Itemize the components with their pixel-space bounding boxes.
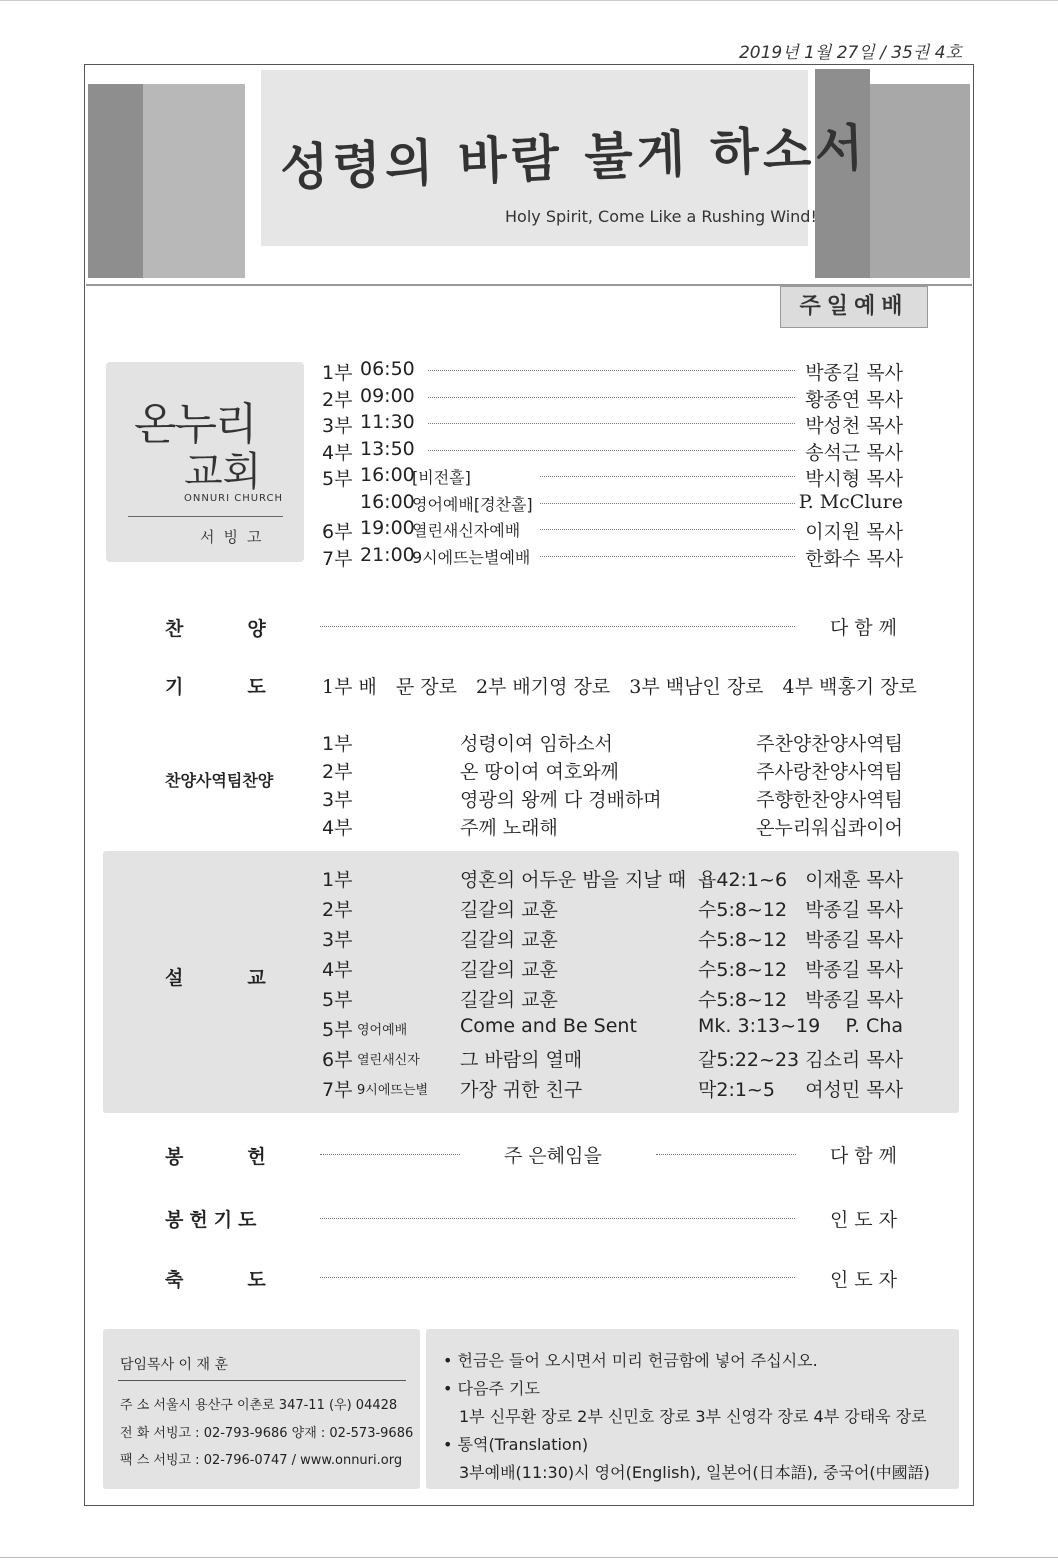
praise-label-text: 찬양: [165, 618, 330, 640]
sermon-sub: 9시에뜨는별: [357, 1083, 429, 1098]
service-leader: 한화수 목사: [805, 547, 903, 570]
notice-text: 통역(Translation): [457, 1435, 589, 1454]
service-time: 06:50: [360, 358, 415, 380]
leader-dots: [320, 626, 795, 627]
leader-dots: [540, 476, 795, 477]
notice-text: 다음주 기도: [457, 1379, 540, 1398]
tab-sunday-worship: 주일예배: [780, 286, 928, 328]
branch-name: 서빙고: [200, 528, 271, 546]
notice-text: 1부 신무환 장로 2부 신민호 장로 3부 신영각 장로 4부 강태욱 장로: [459, 1407, 927, 1426]
team-part: 1부: [322, 733, 353, 755]
service-part: 7부: [322, 547, 353, 570]
logo-english: ONNURI CHURCH: [184, 493, 284, 504]
sermon-preacher: 이재훈 목사: [805, 869, 903, 891]
team-song: 주께 노래해: [460, 817, 558, 839]
service-time: 19:00: [360, 517, 415, 539]
team-song: 영광의 왕께 다 경배하며: [460, 789, 662, 811]
service-time: 11:30: [360, 411, 415, 433]
service-part: 3부: [322, 415, 353, 437]
service-note: [비전홀]: [412, 468, 471, 487]
praise-value: 다함께: [829, 617, 903, 639]
service-note: 영어예배[경찬홀]: [412, 494, 533, 514]
notice-text: 3부예배(11:30)시 영어(English), 일본어(日本語), 중국어(中國語): [459, 1463, 930, 1482]
service-leader: 황종연 목사: [805, 388, 903, 411]
notice-item: • 다음주 기도: [443, 1379, 540, 1398]
service-part: 4부: [322, 441, 353, 464]
team-name: 주찬양찬양사역팀: [756, 733, 903, 755]
prayer-label-text: 기도: [165, 676, 330, 698]
praise-label: [165, 614, 330, 641]
team-song: 온 땅이여 여호와께: [460, 761, 619, 783]
sermon-part: 1부: [322, 869, 353, 891]
banner-block: [88, 84, 143, 278]
sermon-preacher: 박종길 목사: [805, 929, 903, 951]
notice-text: 헌금은 들어 오시면서 미리 헌금함에 넣어 주십시오.: [457, 1351, 818, 1370]
sermon-verse: 욥42:1~6: [698, 869, 788, 891]
leader-dots: [656, 1154, 796, 1155]
sermon-part: 4부: [322, 959, 353, 981]
divider: [128, 516, 283, 517]
sermon-title: 길갈의 교훈: [460, 899, 558, 921]
sermon-sub: 열린새신자: [357, 1053, 420, 1068]
service-part: 6부: [322, 521, 353, 543]
team-praise-label: 찬양사역팀찬양: [165, 771, 274, 790]
notice-item: • 통역(Translation): [443, 1435, 589, 1454]
sermon-preacher: 여성민 목사: [805, 1079, 903, 1101]
service-time: 21:00: [360, 543, 415, 566]
benediction-label-text: 축도: [165, 1269, 330, 1291]
sermon-title: 길갈의 교훈: [460, 929, 558, 951]
team-name: 주사랑찬양사역팀: [756, 761, 903, 783]
bulletin-subtitle: Holy Spirit, Come Like a Rushing Wind!: [505, 207, 817, 226]
sermon-title: 길갈의 교훈: [460, 989, 558, 1011]
leader-dots: [428, 450, 795, 451]
sermon-part: 5부: [322, 989, 353, 1011]
offering-label: [165, 1142, 330, 1169]
divider: [118, 1380, 406, 1381]
sermon-verse: 수5:8~12: [698, 929, 788, 951]
notice-item: • 헌금은 들어 오시면서 미리 헌금함에 넣어 주십시오.: [443, 1351, 818, 1370]
service-part: 5부: [322, 468, 353, 490]
service-leader: P. McClure: [798, 490, 903, 513]
service-time: 16:00: [360, 464, 415, 486]
team-name: 주향한찬양사역팀: [756, 789, 903, 811]
issue-date: 2019년 1월 27일 / 35권 4호: [738, 43, 962, 63]
sermon-verse: 갈5:22~23: [698, 1049, 800, 1071]
sermon-title: Come and Be Sent: [460, 1015, 637, 1037]
sermon-verse: 수5:8~12: [698, 989, 788, 1011]
bottom-rule: [0, 1557, 1058, 1558]
service-leader: 이지원 목사: [805, 521, 903, 543]
leader-dots: [320, 1218, 795, 1219]
phone: 전 화 서빙고 : 02-793-9686 양재 : 02-573-9686: [120, 1426, 414, 1441]
sermon-preacher: 김소리 목사: [805, 1049, 903, 1071]
service-leader: 박종길 목사: [805, 362, 903, 384]
fax-website: 팩 스 서빙고 : 02-796-0747 / www.onnuri.org: [120, 1453, 403, 1468]
sermon-sub: 영어예배: [357, 1023, 408, 1038]
offering-value: 다함께: [829, 1145, 903, 1167]
leader-dots: [540, 529, 795, 530]
top-rule: [0, 0, 1058, 1]
leader-dots: [320, 1154, 460, 1155]
logo-text: 교회: [184, 449, 262, 495]
sermon-verse: 수5:8~12: [698, 899, 788, 921]
service-leader: 박시형 목사: [805, 468, 903, 490]
logo-text: 온누리: [134, 399, 256, 450]
sermon-label-text: 설교: [165, 967, 330, 989]
sermon-preacher: 박종길 목사: [805, 899, 903, 921]
service-note: 열린새신자예배: [412, 521, 521, 540]
service-time: 13:50: [360, 437, 415, 460]
leader-dots: [540, 503, 795, 504]
service-note: 9시에뜨는별예배: [412, 547, 531, 567]
address: 주 소 서울시 용산구 이촌로 347-11 (우) 04428: [120, 1398, 398, 1413]
service-part: 2부: [322, 388, 353, 411]
leader-dots: [428, 423, 795, 424]
senior-pastor: 담임목사 이 재 훈: [120, 1357, 229, 1373]
service-leader: 송석근 목사: [805, 441, 903, 464]
service-time: 16:00: [360, 490, 415, 513]
sermon-verse: Mk. 3:13~19: [698, 1015, 821, 1037]
team-part: 2부: [322, 761, 353, 783]
team-part: 3부: [322, 789, 353, 811]
sermon-preacher: P. Cha: [845, 1015, 903, 1037]
sermon-title: 가장 귀한 친구: [460, 1079, 583, 1101]
leader-dots: [540, 556, 795, 557]
banner-block: [143, 84, 245, 278]
sermon-verse: 막2:1~5: [698, 1079, 775, 1101]
service-time: 09:00: [360, 384, 415, 407]
sermon-title: 그 바람의 열매: [460, 1049, 583, 1071]
team-song: 성령이여 임하소서: [460, 733, 613, 755]
sermon-preacher: 박종길 목사: [805, 959, 903, 981]
banner-block: [870, 84, 970, 278]
prayer-label: [165, 672, 330, 699]
sermon-part: 6부: [322, 1049, 353, 1071]
sermon-part: 5부: [322, 1019, 353, 1041]
sermon-title: 길갈의 교훈: [460, 959, 558, 981]
leader-dots: [428, 370, 795, 371]
offering-prayer-value: 인도자: [829, 1209, 903, 1231]
bulletin-title: 성령의 바람 불게 하소서: [279, 117, 869, 198]
sermon-part: 7부: [322, 1079, 353, 1101]
offering-hymn: 주 은혜임을: [504, 1145, 602, 1167]
sermon-title: 영혼의 어두운 밤을 지날 때: [460, 869, 687, 891]
offering-label-text: 봉헌: [165, 1146, 330, 1168]
sermon-label: [165, 963, 330, 990]
service-leader: 박성천 목사: [805, 415, 903, 437]
leader-dots: [320, 1277, 795, 1278]
sermon-preacher: 박종길 목사: [805, 989, 903, 1011]
sermon-part: 3부: [322, 929, 353, 951]
service-part: 1부: [322, 362, 353, 384]
sermon-verse: 수5:8~12: [698, 959, 788, 981]
team-part: 4부: [322, 817, 353, 839]
offering-prayer-label: 봉헌기도: [165, 1209, 263, 1231]
benediction-label: [165, 1265, 330, 1292]
prayer-text: 1부 배 문 장로 2부 배기영 장로 3부 백남인 장로 4부 백홍기 장로: [322, 676, 917, 698]
team-name: 온누리워십콰이어: [756, 817, 903, 839]
leader-dots: [428, 397, 795, 398]
benediction-value: 인도자: [829, 1269, 903, 1291]
sermon-part: 2부: [322, 899, 353, 921]
